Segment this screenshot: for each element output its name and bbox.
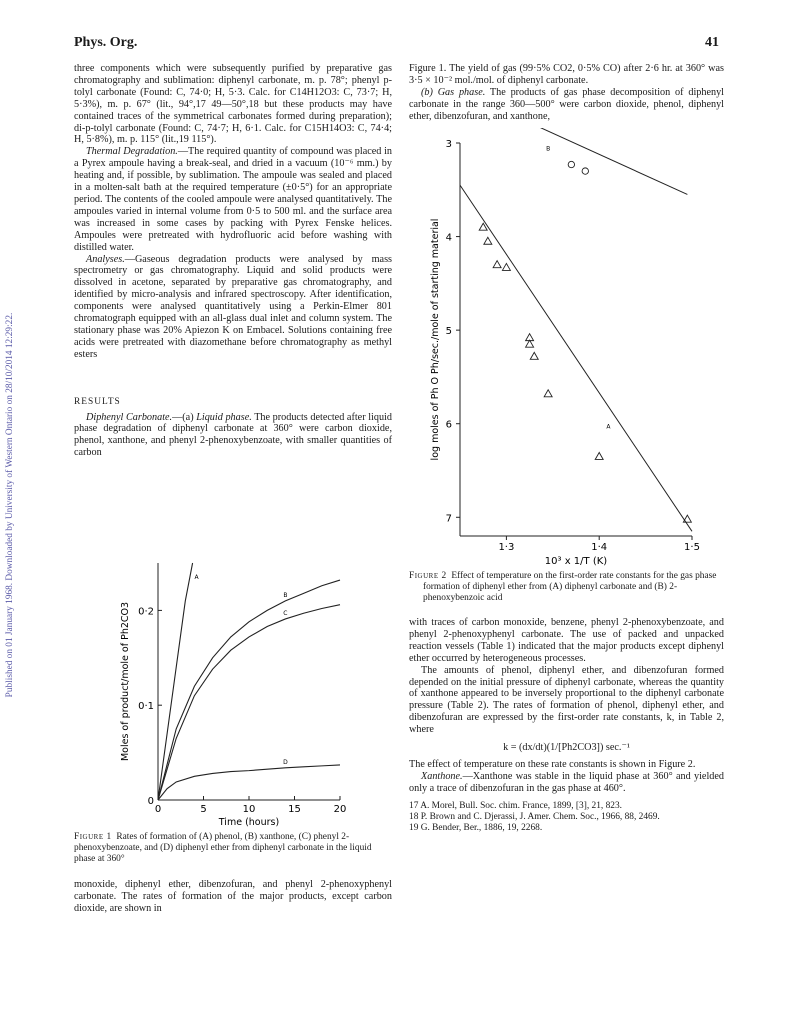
fit-line-b xyxy=(488,128,688,194)
paragraph-gas-yield: Figure 1. The yield of gas (99·5% CO2, 0·5% CO) after 2·6 hr. at 360° was 3·5 × 10⁻² mol./mol. of diphenyl carbonate. xyxy=(409,63,724,86)
paragraph-xanthone: Xanthone.—Xanthone was stable in the liquid phase at 360° and yielded only a trace of dibenzofuran in the gas phase at 460°. xyxy=(409,770,724,794)
data-point-a xyxy=(493,261,501,268)
y-tick-label: 4 xyxy=(445,232,452,244)
figure-2-chart xyxy=(420,128,720,568)
figure-2-plot xyxy=(430,128,700,567)
heading-liquid-phase: Liquid phase. xyxy=(196,411,252,423)
x-tick-label: 1·5 xyxy=(684,542,700,553)
right-column-top xyxy=(409,63,724,123)
paragraph-monoxide: monoxide, diphenyl ether, dibenzofuran, and phenyl 2-phenoxyphenyl carbonate. The rates of formation of the major products, except carbon dioxide, are shown in xyxy=(74,879,392,914)
figure-1-label: Figure 1 xyxy=(74,832,112,842)
x-tick-label: 0 xyxy=(154,804,162,815)
data-point-a xyxy=(484,237,492,244)
x-tick-label: 1·4 xyxy=(591,542,608,553)
figure-1-chart xyxy=(110,555,360,830)
y-tick-label: 7 xyxy=(445,513,452,525)
heading-analyses: Analyses. xyxy=(86,253,125,265)
fit-line-a xyxy=(460,185,692,531)
data-point-a xyxy=(530,352,538,359)
paragraph-thermal-degradation: Thermal Degradation.—The required quantity of compound was placed in a Pyrex ampoule having a break-seal, and dried in a vacuum (10⁻⁶ mm.) by heating and, if possible, by sublimation. The ampoule was sealed and placed in a molten-salt bath at the required temperature (±0·5°) for an appropriate period. The contents of the cooled ampoule were analysed quantitatively. The ampoules varied in internal volume from 0·5 to 500 ml. and the surface area was increased in some cases by packing with Pyrex Fenske helices. Ampoules were pretreated with hydrofluoric acid before washing with distilled water. xyxy=(74,146,393,253)
paragraph-diphenyl-carbonate: Diphenyl Carbonate.—(a) Liquid phase. The products detected after liquid phase degradation of diphenyl carbonate at 360° were carbon dioxide, phenol, xanthone, and phenyl 2-phenoxybenzoate, with smaller quantities of carbon xyxy=(74,411,392,459)
y-tick-label: 0·2 xyxy=(138,606,154,618)
x-tick-label: 1·3 xyxy=(498,542,515,553)
y-tick-label: 3 xyxy=(445,139,452,150)
paragraph-temperature-effect: The effect of temperature on these rate constants is shown in Figure 2. xyxy=(409,759,696,771)
y-tick-label: 5 xyxy=(445,326,452,338)
paragraph-traces: with traces of carbon monoxide, benzene, phenyl 2-phenoxybenzoate, and phenyl 2-phenoxyphenyl carbonate. The use of packed and unpacked reaction vessels (Table 1) indicated that the major products except diphenyl ether occurred by heterogeneous processes. xyxy=(409,617,724,664)
data-point-b xyxy=(568,161,574,167)
x-tick-label: 15 xyxy=(288,804,301,815)
figure-1-caption: Figure 1 Rates of formation of (A) phenol, (B) xanthone, (C) phenyl 2-phenoxybenzoate, and (D) diphenyl ether from diphenyl carbonate in the liquid phase at 360° xyxy=(74,832,372,864)
x-axis-label: 10³ x 1/T (K) xyxy=(544,556,608,567)
rate-equation: k = (dx/dt)(1/[Ph2CO3]) sec.⁻¹ xyxy=(503,742,630,754)
paragraph-purification: three components which were subsequently purified by preparative gas chromatography and sublimation: diphenyl carbonate, m. p. 78°; phenyl p-tolyl carbonate (Found: C, 74·0; H, 5·3. Calc. for C14H12O3: C, 73·7; H, 5·3%), m. p. 67° (lit., 94°,17 49—50°,18 but these products may have contained traces of the symmetrical carbonates formed during preparation); di-p-tolyl carbonate (Found: C, 74·7; H, 6·1. Calc. for C15H14O3: C, 74·4; H, 5·8%), m. p. 115° (lit.,19 115°). xyxy=(74,63,392,146)
paragraph-amounts: The amounts of phenol, diphenyl ether, and dibenzofuran formed depended on the initial pressure of diphenyl carbonate, whereas the quantity of xanthone appeared to be inversely proportional to the diphenyl carbonate pressure (Table 2). The rates of formation of phenol, diphenyl ether, and dibenzofuran are expressed by the first-order rate constants, k, in Table 2, where xyxy=(409,664,724,736)
reference-17: 17 A. Morel, Bull. Soc. chim. France, 1899, [3], 21, 823. xyxy=(409,800,622,811)
paragraph-analyses: Analyses.—Gaseous degradation products were analysed by mass spectrometry or gas chromatography. Liquid and solid products were dissolved in acetone, separated by preparative gas chromatography, and identified by micro-analysis and infrared spectroscopy. After identification, components were analysed quantitatively using a Perkin-Elmer 801 chromatograph equipped with an all-glass dual inlet and column system. The stationary phase was 20% Apiezon K on Embacel. Solutions containing free acids were pretreated with diazomethane before chromatography as methyl esters xyxy=(74,253,392,360)
download-notice: Published on 01 January 1968. Downloaded by University of Western Ontario on 28/10/2014 12:29:22. xyxy=(5,312,15,698)
series-label-b: B xyxy=(546,145,551,153)
series-label-a: A xyxy=(194,574,199,581)
data-point-a xyxy=(526,340,534,347)
heading-thermal-degradation: Thermal Degradation. xyxy=(86,146,178,158)
reference-19: 19 G. Bender, Ber., 1886, 19, 2268. xyxy=(409,822,543,833)
series-label-a: A xyxy=(606,423,611,431)
heading-xanthone: Xanthone. xyxy=(421,770,463,782)
figure-1-plot xyxy=(120,563,346,828)
left-column xyxy=(74,63,392,459)
page-number: 41 xyxy=(705,35,719,50)
series-line-a xyxy=(158,563,193,800)
heading-gas-phase: (b) Gas phase. xyxy=(421,86,486,98)
x-axis-label: Time (hours) xyxy=(218,817,280,828)
right-column-bottom xyxy=(409,617,724,834)
series-label-b: B xyxy=(283,591,288,599)
data-point-b xyxy=(582,168,588,174)
data-point-a xyxy=(544,390,552,397)
reference-18: 18 P. Brown and C. Djerassi, J. Amer. Chem. Soc., 1966, 88, 2469. xyxy=(409,811,660,822)
y-axis-label: Moles of product/mole of Ph2CO3 xyxy=(120,601,131,762)
series-label-d: D xyxy=(283,758,288,766)
series-label-c: C xyxy=(283,609,288,617)
data-point-a xyxy=(595,452,603,459)
x-tick-label: 20 xyxy=(333,804,347,815)
series-line-d xyxy=(158,765,340,800)
heading-diphenyl-carbonate: Diphenyl Carbonate. xyxy=(86,411,173,423)
left-column-bottom xyxy=(74,879,392,915)
x-tick-label: 10 xyxy=(242,804,256,815)
x-tick-label: 5 xyxy=(200,804,207,815)
figure-2-label: Figure 2 xyxy=(409,571,447,581)
y-tick-label: 0 xyxy=(147,796,154,807)
y-tick-label: 0·1 xyxy=(138,701,154,713)
results-heading: RESULTS xyxy=(74,396,121,407)
paragraph-gas-phase: (b) Gas phase. The products of gas phase decomposition of diphenyl carbonate in the range 360—500° were carbon dioxide, phenol, diphenyl ether, dibenzofuran, and xanthone, xyxy=(409,86,725,122)
series-line-b xyxy=(158,580,340,800)
y-tick-label: 6 xyxy=(445,419,452,431)
journal-name: Phys. Org. xyxy=(74,35,138,50)
figure-2-caption: Figure 2 Effect of temperature on the first-order rate constants for the gas phase formation of diphenyl ether from (A) diphenyl carbonate and (B) 2-phenoxybenzoic acid xyxy=(409,571,717,603)
y-axis-label: log moles of Ph O Ph/sec./mole of starting material xyxy=(430,218,441,461)
data-point-a xyxy=(502,263,510,270)
